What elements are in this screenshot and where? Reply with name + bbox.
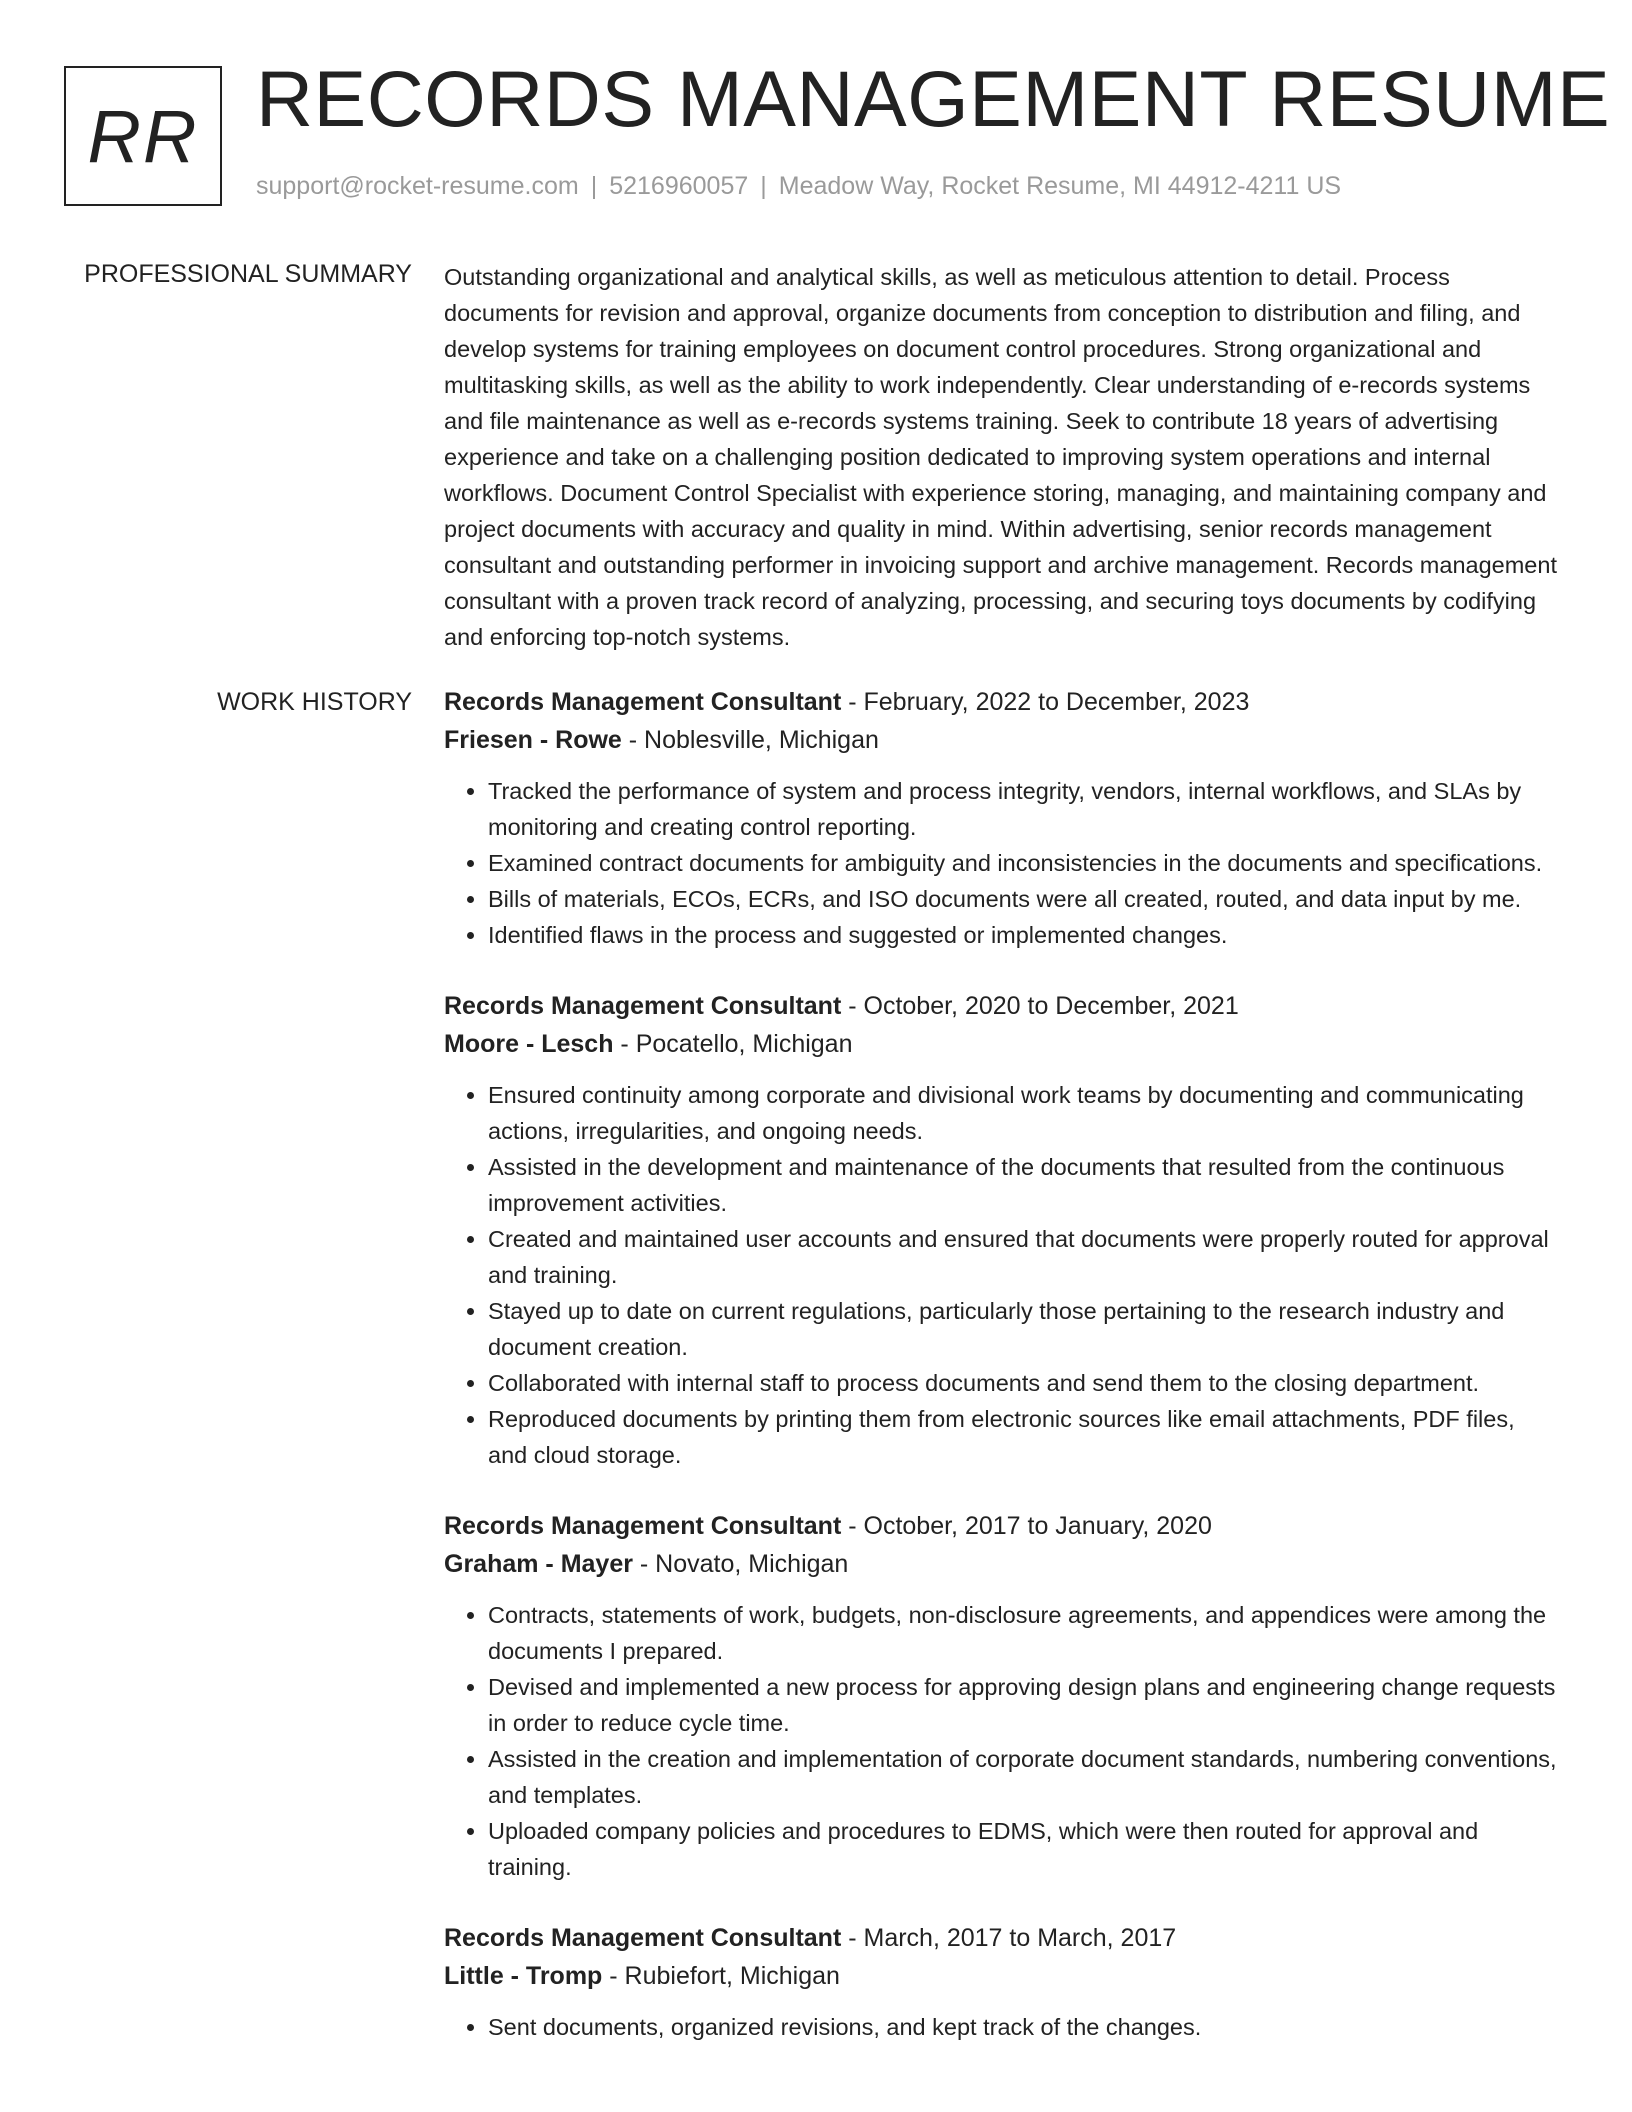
job-location: - Noblesville, Michigan (621, 726, 879, 754)
job-company-line (444, 1957, 1559, 1995)
contact-separator: | (590, 172, 598, 200)
contact-phone: 5216960057 (609, 172, 749, 200)
summary-section (444, 259, 1559, 655)
job-bullet: • Tracked the performance of system and process integrity, vendors, internal workflows, and SLAs by monitoring and creating control reporting. (488, 773, 1559, 845)
job-bullet: • Devised and implemented a new process for approving design plans and engineering change requests in order to reduce cycle time. (488, 1669, 1559, 1741)
job-bullet: • Reproduced documents by printing them from electronic sources like email attachments, PDF files, and cloud storage. (488, 1401, 1559, 1473)
job-company: Little - Tromp (444, 1962, 603, 1990)
job-dates: - February, 2022 to December, 2023 (841, 688, 1250, 716)
contact-email: support@rocket-resume.com (256, 172, 579, 200)
job-company: Friesen - Rowe (444, 726, 622, 754)
job-company: Graham - Mayer (444, 1550, 633, 1578)
job-entry (444, 1919, 1559, 2045)
job-title: Records Management Consultant (444, 992, 842, 1020)
job-dates: - October, 2020 to December, 2021 (841, 992, 1239, 1020)
job-entry (444, 1507, 1559, 1885)
job-bullet: • Uploaded company policies and procedures to EDMS, which were then routed for approval and training. (488, 1813, 1559, 1885)
job-bullets (444, 1077, 1559, 1473)
job-title-line (444, 987, 1559, 1025)
job-dates: - March, 2017 to March, 2017 (841, 1924, 1177, 1952)
job-dates: - October, 2017 to January, 2020 (841, 1512, 1212, 1540)
job-title: Records Management Consultant (444, 688, 842, 716)
job-bullet: • Sent documents, organized revisions, and kept track of the changes. (488, 2009, 1559, 2045)
monogram-logo: RR (64, 66, 222, 206)
job-bullet: • Bills of materials, ECOs, ECRs, and ISO documents were all created, routed, and data input by me. (488, 881, 1559, 917)
job-bullet: • Collaborated with internal staff to process documents and send them to the closing department. (488, 1365, 1559, 1401)
job-bullets (444, 2009, 1559, 2045)
job-entry (444, 987, 1559, 1473)
job-bullet: • Created and maintained user accounts and ensured that documents were properly routed for approval and training. (488, 1221, 1559, 1293)
job-bullet: • Identified flaws in the process and suggested or implemented changes. (488, 917, 1559, 953)
summary-text: Outstanding organizational and analytical skills, as well as meticulous attention to detail. Process documents for revision and approval, organize documents from conception to distribution and filing, and develop systems for training employees on document control procedures. Strong organizational and multitasking skills, as well as the ability to work independently. Clear understanding of e-records systems and file maintenance as well as e-records systems training. Seek to contribute 18 years of advertising experience and take on a challenging position dedicated to improving system operations and internal workflows. Document Control Specialist with experience storing, managing, and maintaining company and project documents with accuracy and quality in mind. Within advertising, senior records management consultant and outstanding performer in invoicing support and archive management. Records management consultant with a proven track record of analyzing, processing, and securing toys documents by codifying and enforcing top-notch systems. (444, 264, 1557, 650)
summary-section-label: PROFESSIONAL SUMMARY (84, 260, 412, 288)
job-location: - Rubiefort, Michigan (602, 1962, 840, 1990)
job-bullets (444, 1597, 1559, 1885)
job-location: - Pocatello, Michigan (613, 1030, 853, 1058)
job-bullet: • Assisted in the creation and implementation of corporate document standards, numbering conventions, and templates. (488, 1741, 1559, 1813)
job-bullet: • Ensured continuity among corporate and divisional work teams by documenting and communicating actions, irregularities, and ongoing needs. (488, 1077, 1559, 1149)
job-title-line (444, 1919, 1559, 1957)
job-title-line (444, 683, 1559, 721)
job-entry (444, 683, 1559, 953)
work-history-section (444, 683, 1559, 2079)
job-location: - Novato, Michigan (632, 1550, 849, 1578)
job-bullet: • Assisted in the development and maintenance of the documents that resulted from the continuous improvement activities. (488, 1149, 1559, 1221)
job-bullet: • Examined contract documents for ambiguity and inconsistencies in the documents and specifications. (488, 845, 1559, 881)
job-bullet: • Contracts, statements of work, budgets, non-disclosure agreements, and appendices were among the documents I prepared. (488, 1597, 1559, 1669)
job-title-line (444, 1507, 1559, 1545)
job-company-line (444, 1545, 1559, 1583)
work-history-section-label: WORK HISTORY (217, 688, 412, 716)
contact-address: Meadow Way, Rocket Resume, MI 44912-4211 US (778, 172, 1342, 200)
contact-line (256, 172, 1341, 201)
job-bullets (444, 773, 1559, 953)
job-company-line (444, 721, 1559, 759)
resume-title: RECORDS MANAGEMENT RESUME (256, 54, 1611, 143)
job-company-line (444, 1025, 1559, 1063)
job-title: Records Management Consultant (444, 1924, 842, 1952)
contact-separator: | (760, 172, 767, 200)
job-bullet: • Stayed up to date on current regulations, particularly those pertaining to the research industry and document creation. (488, 1293, 1559, 1365)
job-company: Moore - Lesch (444, 1030, 614, 1058)
job-title: Records Management Consultant (444, 1512, 842, 1540)
